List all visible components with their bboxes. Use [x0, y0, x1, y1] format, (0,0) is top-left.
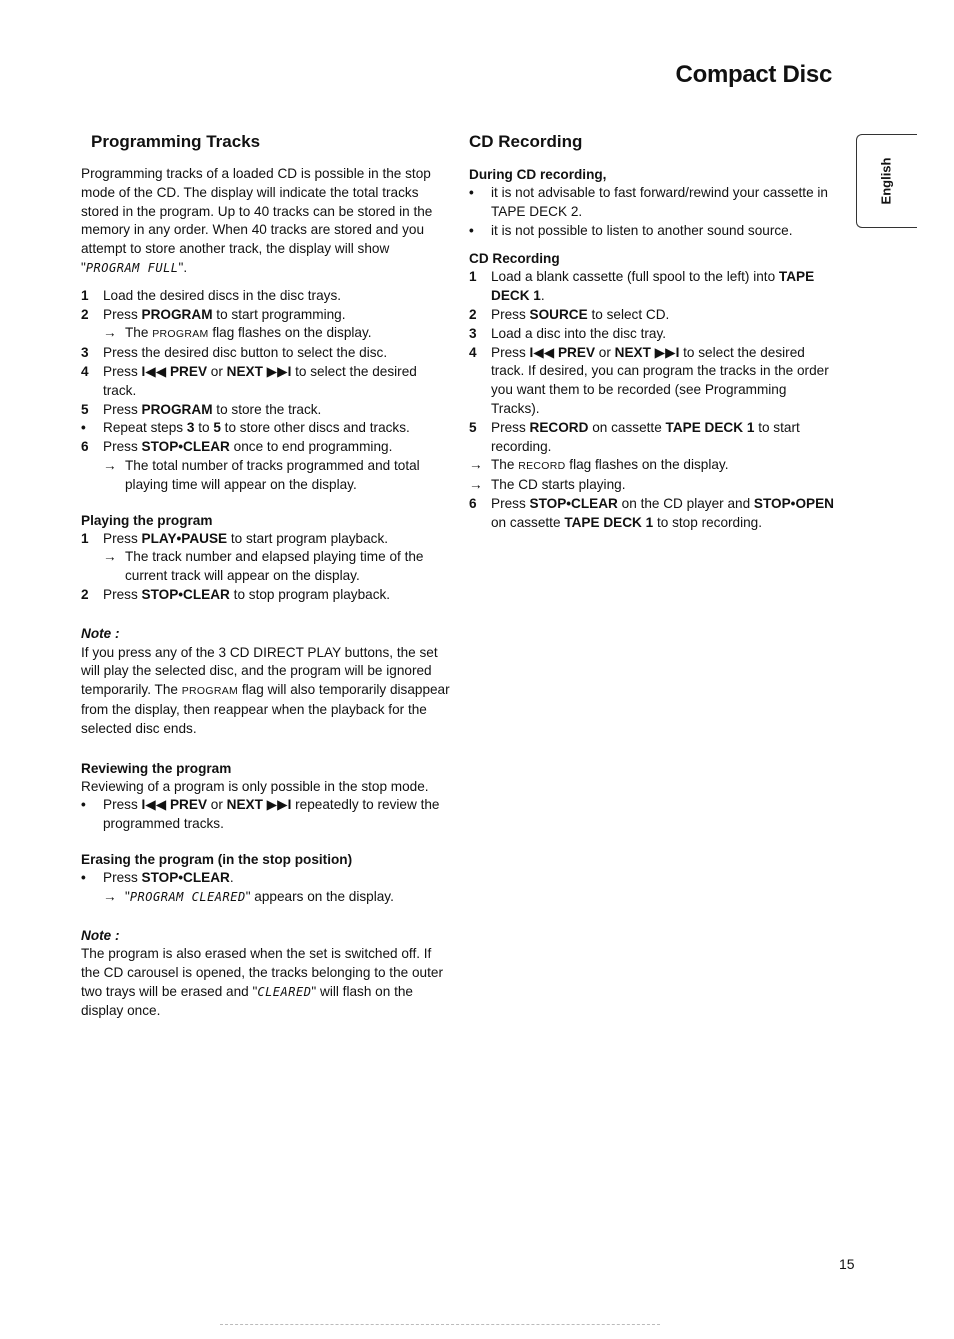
- recording-steps-heading: CD Recording: [469, 251, 560, 267]
- during-recording-heading: During CD recording,: [469, 167, 607, 182]
- list-item: • Repeat steps 3 to 5 to store other discs and tracks.: [81, 420, 410, 436]
- list-item: • Press I◀◀ PREV or NEXT ▶▶I repeatedly to review the programmed tracks.: [81, 797, 440, 832]
- page-title: Compact Disc: [675, 61, 832, 88]
- recording-section: [469, 131, 834, 533]
- list-item: → The RECORD flag flashes on the display.: [469, 457, 729, 473]
- note-text: The program is also erased when the set is switched off. If the CD carousel is opened, the tracks belonging to the outer two trays will be erased and "CLEARED" will flash on the display once.: [81, 946, 443, 1018]
- list-item: → The track number and elapsed playing time of the current track will appear on the display.: [103, 549, 424, 584]
- list-item: 4 Press I◀◀ PREV or NEXT ▶▶I to select the desired track.: [81, 363, 417, 398]
- list-item: 1 Load the desired discs in the disc trays.: [81, 287, 342, 303]
- list-item: 1 Press PLAY•PAUSE to start program playback.: [81, 530, 389, 546]
- list-item: 1 Load a blank cassette (full spool to the left) into TAPE DECK 1.: [469, 269, 815, 304]
- list-item: 4 Press I◀◀ PREV or NEXT ▶▶I to select the desired track. If desired, you can program the tracks in the order you want them to be recorded (see Programming Tracks).: [469, 344, 829, 416]
- list-item: • it is not possible to listen to another sound source.: [469, 222, 793, 238]
- erasing-heading: Erasing the program (in the stop position): [81, 851, 353, 867]
- list-item: 3 Press the desired disc button to select the disc.: [81, 345, 388, 361]
- list-item: • Press STOP•CLEAR.: [81, 869, 234, 885]
- page-number: 15: [839, 1256, 855, 1272]
- list-item: 5 Press RECORD on cassette TAPE DECK 1 to start recording.: [469, 419, 800, 454]
- list-item: → The total number of tracks programmed and total playing time will appear on the display.: [103, 457, 420, 492]
- list-item: 3 Load a disc into the disc tray.: [469, 325, 667, 341]
- list-item: 5 Press PROGRAM to store the track.: [81, 401, 322, 417]
- list-item: 2 Press STOP•CLEAR to stop program playback.: [81, 586, 391, 602]
- note-text: If you press any of the 3 CD DIRECT PLAY buttons, the set will play the selected disc, and the program will be ignored temporarily. The PROGRAM flag will also temporarily disappear from the display, then reappear when the playback for the selected disc ends.: [81, 644, 450, 736]
- list-item: → "PROGRAM CLEARED" appears on the display.: [103, 888, 394, 904]
- programming-section: [81, 131, 451, 1020]
- note-heading: Note :: [81, 625, 120, 641]
- list-item: → The CD starts playing.: [469, 477, 626, 493]
- footer-rule: [220, 1324, 660, 1325]
- list-item: 2 Press PROGRAM to start programming.: [81, 306, 346, 322]
- reviewing-heading: Reviewing the program: [81, 760, 232, 776]
- language-tab: [856, 134, 917, 228]
- list-item: • it is not advisable to fast forward/rewind your cassette in TAPE DECK 2.: [469, 185, 828, 219]
- programming-intro: Programming tracks of a loaded CD is possible in the stop mode of the CD. The display will indicate the total tracks stored in the program. Up to 40 tracks can be stored in the memory in any order. When 40 tracks are stored and you attempt to store another track, the display will show "PROGRAM FULL".: [81, 166, 433, 275]
- note-heading: Note :: [81, 927, 120, 943]
- language-tab-label: English: [878, 157, 894, 205]
- list-item: 2 Press SOURCE to select CD.: [469, 306, 670, 322]
- playing-heading: Playing the program: [81, 512, 213, 528]
- recording-heading: CD Recording: [469, 132, 583, 151]
- list-item: 6 Press STOP•CLEAR on the CD player and STOP•OPEN on cassette TAPE DECK 1 to stop recording.: [469, 495, 834, 530]
- list-item: 6 Press STOP•CLEAR once to end programming.: [81, 439, 393, 455]
- reviewing-text: Reviewing of a program is only possible in the stop mode.: [81, 778, 429, 794]
- programming-heading: Programming Tracks: [91, 132, 261, 151]
- list-item: → The PROGRAM flag flashes on the display.: [103, 325, 372, 341]
